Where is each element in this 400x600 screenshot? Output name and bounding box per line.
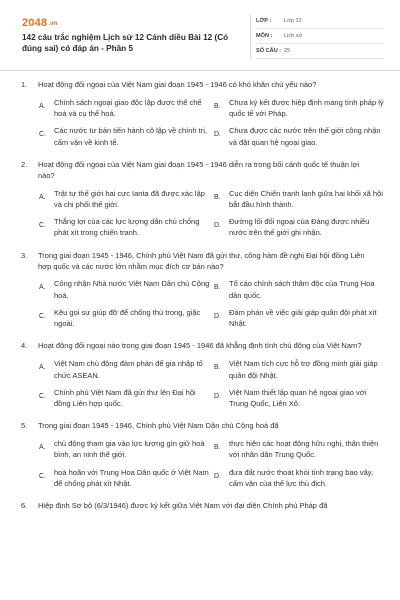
answer-option-d[interactable] xyxy=(213,467,385,490)
option-letter: A. xyxy=(39,364,46,372)
option-letter: C. xyxy=(39,392,46,400)
option-text: Trật tự thế giới hai cực Ianta đã được xác lập và chi phối thế giới. xyxy=(54,188,205,209)
option-text: chủ động tham gia vào lực lượng gìn giữ hoà bình, an ninh thế giới. xyxy=(54,439,205,460)
question-text: Hoạt động đối ngoại của Việt Nam giai đoạn 1945 - 1946 diễn ra trong bối cảnh quốc tế thuận lợi nào? xyxy=(38,159,360,180)
option-letter: A. xyxy=(39,284,46,292)
answer-option-a[interactable] xyxy=(38,358,210,381)
option-letter: B. xyxy=(214,102,221,110)
option-text: Việt Nam tích cực hỗ trợ đồng minh giải giáp quân đội Nhật. xyxy=(229,359,378,380)
option-letter: D. xyxy=(214,312,221,320)
question-number: 4. xyxy=(21,341,28,351)
info-row-class xyxy=(256,14,384,29)
option-letter: C. xyxy=(39,222,46,230)
option-text: Chính phủ Việt Nam đã gửi thư lên Đại hội đồng Liên hợp quốc. xyxy=(54,387,196,408)
answer-option-c[interactable] xyxy=(38,387,210,410)
answer-option-c[interactable] xyxy=(38,467,210,490)
header xyxy=(0,0,400,72)
option-letter: B. xyxy=(214,444,221,452)
answer-option-c[interactable] xyxy=(38,125,210,148)
option-letter: C. xyxy=(39,472,46,480)
question-number: 5. xyxy=(21,421,28,431)
question-text: Hoạt động đối ngoại nào trong giai đoạn 1945 - 1946 đã khẳng định tính chủ động của Việt Nam? xyxy=(38,341,362,351)
answer-options xyxy=(38,358,378,409)
answer-option-c[interactable] xyxy=(38,216,210,239)
answer-options xyxy=(38,97,384,148)
option-letter: C. xyxy=(39,312,46,320)
option-text: Cục diện Chiến tranh lạnh giữa hai khối xã hội bắt đầu hình thành. xyxy=(229,188,383,209)
answer-option-d[interactable] xyxy=(213,216,385,239)
option-text: thực hiện các hoạt động hữu nghị, thân thiện với nhân dân Trung Quốc. xyxy=(229,439,379,460)
question-number: 2. xyxy=(21,159,28,169)
answer-options xyxy=(38,438,378,489)
option-text: Công nhận Nhà nước Việt Nam Dân chủ Cộng hoà. xyxy=(54,279,210,300)
option-text: Đường lối đối ngoại của Đảng được nhiều nước trên thế giới ghi nhận. xyxy=(229,217,370,238)
option-text: Tố cáo chính sách thâm độc của Trung Hoa dân quốc. xyxy=(229,279,375,300)
question-text: Trong giai đoạn 1945 - 1946, Chính phủ Việt Nam đã gửi thư, công hàm đề nghị Đại hội đồng Liên hợp quốc và các nước lớn nhằm mục đích cơ bản nào? xyxy=(38,250,365,271)
option-letter: B. xyxy=(214,193,221,201)
option-text: đưa đất nước thoát khỏi tình trạng bao vây, cấm vận của thế lực thù địch. xyxy=(229,467,374,488)
option-text: Việt Nam thiết lập quan hệ ngoại giao với Trung Quốc, Liên Xô. xyxy=(229,387,367,408)
option-text: Chưa ký kết được hiệp định mang tính pháp lý quốc tế với Pháp. xyxy=(229,97,384,119)
answer-option-b[interactable] xyxy=(213,188,385,211)
option-text: Kêu gọi sự giúp đỡ để chống thù trong, giặc ngoài. xyxy=(54,307,201,329)
option-text: Đàm phán về việc giải giáp quân đội phát xít Nhật. xyxy=(229,307,377,329)
question-number: 1. xyxy=(21,80,28,89)
question-text: Hoạt động đối ngoại của Việt Nam giai đoạn 1945 - 1946 có khó khăn chủ yếu nào? xyxy=(38,80,317,89)
answer-option-a[interactable] xyxy=(38,278,210,301)
header-separator xyxy=(0,70,400,71)
option-letter: A. xyxy=(39,193,46,201)
info-row-count xyxy=(256,44,384,59)
answer-option-b[interactable] xyxy=(213,278,385,301)
question-2 xyxy=(0,160,400,239)
answer-options xyxy=(38,278,378,329)
option-letter: D. xyxy=(214,392,221,400)
answer-options xyxy=(38,188,383,239)
option-letter: D. xyxy=(214,472,221,480)
option-letter: A. xyxy=(39,444,46,452)
option-letter: D. xyxy=(214,131,221,139)
answer-option-a[interactable] xyxy=(38,438,210,461)
question-text: Hiệp định Sơ bộ (6/3/1946) được ký kết giữa Việt Nam với đại diện Chính phủ Pháp đã xyxy=(38,501,328,511)
info-value: Lớp 12 xyxy=(284,18,302,24)
answer-option-d[interactable] xyxy=(213,387,385,410)
answer-option-b[interactable] xyxy=(213,438,385,461)
answer-option-c[interactable] xyxy=(38,307,210,330)
answer-option-b[interactable] xyxy=(213,97,385,120)
question-list xyxy=(0,80,400,524)
question-text: Trong giai đoạn 1945 - 1946, Chính phủ Việt Nam Dân chủ Cộng hoà đã xyxy=(38,421,279,431)
site-logo[interactable] xyxy=(22,16,58,32)
info-label: LỚP : xyxy=(256,18,272,24)
info-value: 25 xyxy=(284,48,291,54)
option-text: hoà hoãn với Trung Hoa Dân quốc ở Việt Nam để chống phát xít Nhật. xyxy=(54,467,209,488)
question-5 xyxy=(0,421,400,489)
option-letter: B. xyxy=(214,284,221,292)
logo-main: 2048 xyxy=(22,17,48,29)
option-text: Chính sách ngoại giao độc lập được thể chế hoá và cụ thể hoá. xyxy=(54,97,202,119)
info-value: Lịch sử xyxy=(284,33,303,39)
option-letter: D. xyxy=(214,222,221,230)
option-text: Chưa được các nước trên thế giới công nhận và đặt quan hệ ngoại giao. xyxy=(229,126,381,147)
option-text: Thắng lợi của các lực lượng dân chủ chống phát xít trong chiến tranh. xyxy=(54,217,200,238)
question-number: 6. xyxy=(21,501,28,511)
option-text: Các nước tư bản tiến hành cô lập về chính trị, cấm vận về kinh tế. xyxy=(54,126,207,147)
option-letter: C. xyxy=(39,131,46,139)
question-number: 3. xyxy=(21,250,28,260)
option-letter: B. xyxy=(214,364,221,372)
question-6 xyxy=(0,501,400,512)
option-text: Việt Nam chủ động đàm phán để gia nhập tổ chức ASEAN. xyxy=(54,359,203,380)
question-3 xyxy=(0,251,400,330)
info-row-subject xyxy=(256,29,384,44)
answer-option-d[interactable] xyxy=(213,307,385,330)
question-1 xyxy=(0,80,400,148)
answer-option-a[interactable] xyxy=(38,188,210,211)
document-title: 142 câu trắc nghiệm Lịch sử 12 Cánh diều Bài 12 (Có đúng sai) có đáp án - Phần 5 xyxy=(22,33,229,54)
question-4 xyxy=(0,341,400,409)
info-label: SỐ CÂU : xyxy=(256,48,282,54)
header-divider xyxy=(250,14,251,60)
answer-option-b[interactable] xyxy=(213,358,385,381)
option-letter: A. xyxy=(39,102,46,110)
answer-option-d[interactable] xyxy=(213,125,385,148)
info-label: MÔN : xyxy=(256,33,273,39)
logo-suffix: .vn xyxy=(48,21,58,27)
answer-option-a[interactable] xyxy=(38,97,210,120)
